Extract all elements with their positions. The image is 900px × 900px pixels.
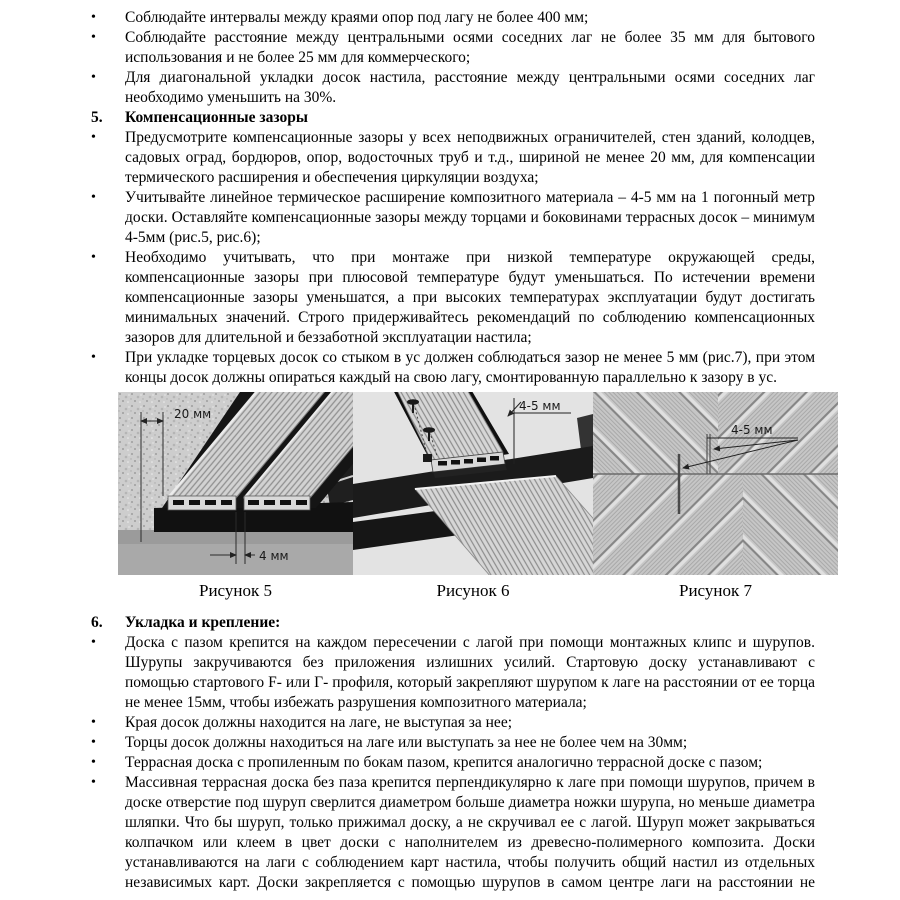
bullet-text: Для диагональной укладки досок настила, расстояние между центральными осями соседних лаг необходимо уменьшить на 30%. [125, 69, 815, 106]
bullet-marker: • [91, 715, 96, 730]
figure-7-caption: Рисунок 7 [679, 581, 752, 600]
dim-label-4-5mm: 4-5 мм [731, 423, 773, 437]
bullet-marker: • [91, 735, 96, 750]
bullet-marker: • [91, 635, 96, 650]
section-title: Укладка и крепление: [125, 614, 281, 631]
figure-6-caption: Рисунок 6 [436, 581, 510, 600]
herringbone-deck [593, 392, 838, 575]
bullet-text: Необходимо учитывать, что при монтаже при низкой температуре окружающей среды, компенсационные зазоры при плюсовой температуре будут уменьшаться. По истечении времени компенсационные зазоры уменьшатся, а при высоких температурах эксплуатации будут достигать минимальных значений. Строго придерживайтесь рекомендаций по соблюдению компенсационных зазоров для длительной и беззаботной эксплуатации настила; [125, 249, 815, 346]
figure-6-image [353, 392, 593, 575]
bullet-text: Предусмотрите компенсационные зазоры у всех неподвижных ограничителей, стен зданий, колодцев, садовых оград, бордюров, опор, водосточных труб и т.д., шириной не менее 20 мм, для компенсации термического расширения и обеспечения циркуляции воздуха; [125, 129, 815, 186]
bullet-text: Массивная террасная доска без паза крепится перпендикулярно к лаге при помощи шурупов, причем в доске отверстие под шуруп сверлится диаметром больше диаметра ножки шурупа, но меньше диаметра шляпки. Что бы шуруп, только прижимал доску, а не скручивал ее с лагой. Шуруп может закрываться колпачком или клеем в цвет доски с наполнителем из древесно-полимерного композита. Доски устанавливаются на лаги с соблюдением карт настила, чтобы получить общий настил из отдельных независимых карт. Доски закрепляется с помощью шурупов в самом центре лаги на расстоянии не [125, 774, 815, 891]
bullet-text: Торцы досок должны находиться на лаге или выступать за нее не более чем на 30мм; [125, 734, 688, 751]
dim-label-20mm: 20 мм [174, 407, 212, 421]
bullet-text: Террасная доска с пропиленным по бокам пазом, крепится аналогично террасной доске с пазом; [125, 754, 763, 771]
bullet-text: Края досок должны находится на лаге, не выступая за нее; [125, 714, 513, 731]
dim-label-4-5mm: 4-5 мм [519, 399, 561, 413]
section-title: Компенсационные зазоры [125, 109, 308, 126]
bullet-marker: • [91, 70, 96, 85]
bullet-item [88, 68, 815, 108]
bullet-text: Соблюдайте интервалы между краями опор под лагу не более 400 мм; [125, 9, 589, 26]
bullet-marker: • [91, 30, 96, 45]
bullet-marker: • [91, 10, 96, 25]
bullet-item [88, 348, 815, 388]
section-5-heading [88, 108, 815, 128]
section-number: 6. [91, 614, 103, 631]
bullet-text: Соблюдайте расстояние между центральными осями соседних лаг не более 35 мм для бытового использования и не более 25 мм для коммерческого; [125, 29, 815, 66]
bullet-item [88, 28, 815, 68]
bullet-item [88, 8, 815, 28]
bullet-item [88, 188, 815, 248]
figure-6 [353, 392, 593, 601]
bullet-marker: • [91, 250, 96, 265]
bullet-item [88, 128, 815, 188]
bullet-text: Учитывайте линейное термическое расширение композитного материала – 4-5 мм на 1 погонный метр доски. Оставляйте компенсационные зазоры между торцами и боковинами террасных досок – минимум 4-5мм (рис.5, рис.6); [125, 189, 815, 246]
bullet-marker: • [91, 775, 96, 790]
figure-7 [593, 392, 838, 601]
section-6-heading [88, 613, 815, 633]
bullet-marker: • [91, 130, 96, 145]
figure-5-image [118, 392, 353, 575]
bullet-marker: • [91, 755, 96, 770]
section-number: 5. [91, 109, 103, 126]
dim-label-4mm: 4 мм [259, 549, 289, 563]
bullet-item [88, 633, 815, 713]
bullet-item [88, 248, 815, 348]
figure-7-image [593, 392, 838, 575]
bullet-text: При укладке торцевых досок со стыком в ус должен соблюдаться зазор не менее 5 мм (рис.7), при этом концы досок должны опираться каждый на свою лагу, смонтированную параллельно к зазору в ус. [125, 349, 815, 386]
bullet-item [88, 753, 815, 773]
figures-row [118, 392, 815, 601]
bullet-marker: • [91, 350, 96, 365]
bullet-marker: • [91, 190, 96, 205]
mounting-clip [423, 454, 432, 462]
figure-5 [118, 392, 353, 601]
bullet-item [88, 713, 815, 733]
bullet-item [88, 733, 815, 753]
bullet-text: Доска с пазом крепится на каждом пересечении с лагой при помощи монтажных клипс и шурупов. Шурупы закручиваются без приложения излишних усилий. Стартовую доску устанавливают с помощью стартового F- или Г- профиля, который закрепляют шурупом к лаге на расстоянии от ее торца не менее 15мм, чтобы избежать разрушения композитного материала; [125, 634, 815, 711]
bullet-item [88, 773, 815, 893]
figure-5-caption: Рисунок 5 [199, 581, 272, 600]
